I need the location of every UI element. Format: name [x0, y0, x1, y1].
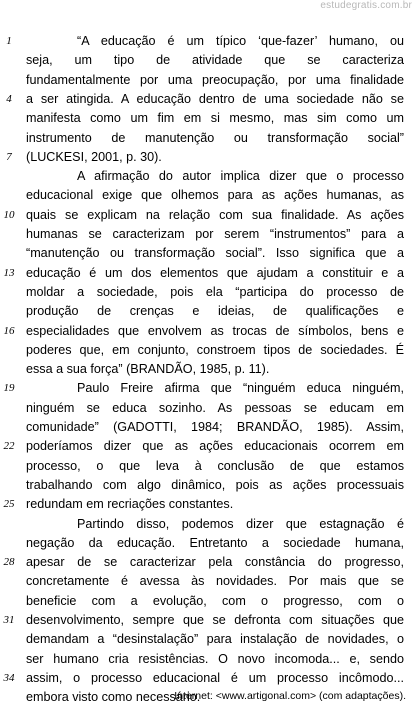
line-text: “A educação é um típico ‘que-fazer’ humano, ou: [77, 34, 404, 48]
passage-line: [0, 669, 415, 688]
line-text: demandam a “desinstalação” para instalação de novidades, o: [26, 632, 404, 647]
passage-line: [0, 611, 415, 630]
line-number: 13: [3, 266, 15, 279]
passage-line: [0, 71, 415, 90]
passage-line: [0, 437, 415, 456]
line-text: comunidade” (GADOTTI, 1984; BRANDÃO, 1985). Assim,: [26, 420, 404, 434]
line-text: ser humano cria resistências. O novo incomoda... e, sendo: [26, 651, 404, 666]
line-number: 34: [3, 671, 15, 684]
passage-line: [0, 572, 415, 591]
line-text: redundam em recriações constantes.: [26, 497, 234, 512]
passage-line: [0, 264, 415, 283]
passage-line: [0, 534, 415, 553]
line-text: negação da educação. Entretanto a sociedade humana,: [26, 535, 404, 550]
passage-line: [0, 225, 415, 244]
line-text: “manutenção ou transformação social”. Isso significa que a: [26, 246, 404, 261]
line-number: 1: [6, 35, 12, 47]
line-text: especialidades que envolvem as trocas de símbolos, bens e: [26, 323, 404, 338]
line-text: humanas se caracterizam por serem “instrumentos” para a: [26, 227, 404, 241]
passage-line: [0, 341, 415, 360]
passage-line: [0, 495, 415, 514]
passage-line: [0, 244, 415, 263]
line-text: educação é um dos elementos que ajudam a constituir e a: [26, 265, 404, 280]
passage-line: [0, 51, 415, 70]
passage-line: [0, 167, 415, 186]
passage-line: [0, 129, 415, 148]
passage-line: [0, 515, 415, 534]
passage-line: [0, 650, 415, 669]
line-text: quais se explicam na relação com sua finalidade. As ações: [26, 207, 404, 222]
passage-line: [0, 553, 415, 572]
line-text: instrumento de manutenção ou transformação social”: [26, 130, 404, 145]
line-text: Paulo Freire afirma que “ninguém educa ninguém,: [77, 381, 404, 396]
passage-line: [0, 592, 415, 611]
passage-line: [0, 32, 415, 51]
line-number: 31: [3, 614, 15, 626]
line-text: produção de crenças e ideias, de qualificações e: [26, 304, 404, 319]
line-number: 16: [3, 324, 15, 337]
passage-line: [0, 399, 415, 418]
passage-line: [0, 457, 415, 476]
line-text: beneficie com a evolução, com o progresso, com o: [26, 593, 404, 608]
passage-line: [0, 476, 415, 495]
line-number: 22: [3, 440, 15, 453]
line-text: processo, o que leva à conclusão de que estamos: [26, 458, 404, 473]
passage-line: [0, 109, 415, 128]
line-text: fundamentalmente por uma preocupação, por uma finalidade: [26, 72, 404, 87]
watermark-text: estudegratis.com.br: [320, 0, 412, 11]
line-text: assim, o processo educacional é um processo incômodo...: [26, 670, 404, 685]
passage-line: [0, 186, 415, 205]
line-text: moldar a sociedade, pois ela “participa do processo de: [26, 284, 404, 299]
passage-line: [0, 90, 415, 109]
line-number: 7: [6, 150, 12, 163]
line-text: desenvolvimento, sempre que se defronta com situações que: [26, 613, 404, 627]
passage-line: [0, 322, 415, 341]
line-number: 4: [6, 92, 12, 105]
passage-line: [0, 630, 415, 649]
line-text: ninguém se educa sozinho. As pessoas se educam em: [26, 400, 404, 415]
line-text: embora visto como necessário.: [26, 690, 201, 705]
line-number: 25: [3, 498, 15, 511]
passage-line: [0, 148, 415, 167]
line-text: a ser atingida. A educação dentro de uma sociedade não se: [26, 91, 404, 106]
line-number: 10: [3, 208, 15, 221]
line-text: poderíamos dizer que as ações educacionais ocorrem em: [26, 439, 404, 454]
passage-line: [0, 360, 415, 379]
passage-line: [0, 206, 415, 225]
line-number: 28: [3, 556, 15, 569]
line-text: trabalhando com algo dinâmico, pois as ações processuais: [26, 477, 404, 492]
line-text: manifesta como um fim em si mesmo, mas sim como um: [26, 111, 404, 126]
line-text: apesar de se caracterizar pela constância do progresso,: [26, 555, 404, 570]
passage-line: [0, 379, 415, 398]
line-number: 19: [3, 382, 15, 395]
line-text: A afirmação do autor implica dizer que o processo: [77, 169, 404, 184]
line-text: poderes que, em conjunto, constroem tipos de sociedades. É: [26, 342, 404, 357]
line-text: essa a sua força” (BRANDÃO, 1985, p. 11).: [26, 362, 270, 377]
line-text: concretamente é avessa às novidades. Por mais que se: [26, 574, 404, 589]
line-text: educacional exige que olhemos para as ações humanas, as: [26, 188, 404, 203]
passage-line: [0, 283, 415, 302]
passage-line: [0, 302, 415, 321]
passage-line: [0, 418, 415, 437]
line-text: (LUCKESI, 2001, p. 30).: [26, 149, 162, 164]
line-text: seja, um tipo de atividade que se caracteriza: [26, 53, 404, 68]
source-citation: Internet: <www.artigonal.com> (com adaptações).: [174, 690, 406, 702]
line-text: Partindo disso, podemos dizer que estagnação é: [77, 516, 404, 531]
